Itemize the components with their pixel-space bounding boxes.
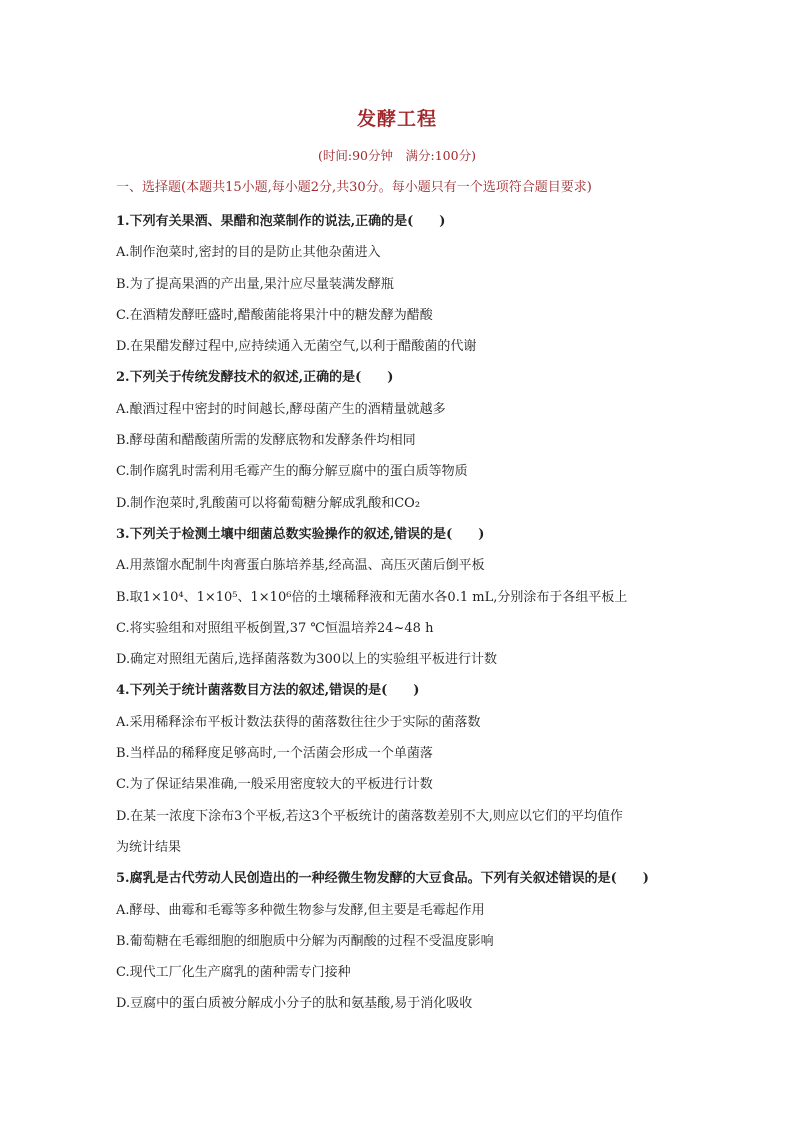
option-c: C.将实验组和对照组平板倒置,37 ℃恒温培养24~48 h bbox=[116, 620, 434, 636]
question-stem: 2.下列关于传统发酵技术的叙述,正确的是( ) bbox=[116, 370, 394, 386]
option-c: C.制作腐乳时需利用毛霉产生的酶分解豆腐中的蛋白质等物质 bbox=[116, 464, 468, 480]
question-stem: 5.腐乳是古代劳动人民创造出的一种经微生物发酵的大豆食品。下列有关叙述错误的是( ) bbox=[116, 871, 649, 887]
question-stem: 1.下列有关果酒、果醋和泡菜制作的说法,正确的是( ) bbox=[116, 214, 446, 229]
document-title: 发酵工程 bbox=[356, 108, 437, 130]
option-a: A.采用稀释涂布平板计数法获得的菌落数往往少于实际的菌落数 bbox=[116, 714, 481, 730]
option-b: B.当样品的稀释度足够高时,一个活菌会形成一个单菌落 bbox=[116, 746, 433, 762]
option-d: D.确定对照组无菌后,选择菌落数为300以上的实验组平板进行计数 bbox=[116, 652, 498, 668]
option-d: D.在果醋发酵过程中,应持续通入无菌空气,以利于醋酸菌的代谢 bbox=[116, 339, 477, 355]
option-b: B.葡萄糖在毛霉细胞的细胞质中分解为丙酮酸的过程不受温度影响 bbox=[116, 933, 494, 949]
option-a: A.制作泡菜时,密封的目的是防止其他杂菌进入 bbox=[116, 245, 381, 261]
question-list bbox=[116, 206, 696, 1020]
question-1 bbox=[116, 206, 696, 362]
question-stem: 3.下列关于检测土壤中细菌总数实验操作的叙述,错误的是( ) bbox=[116, 526, 485, 542]
option-a: A.用蒸馏水配制牛肉膏蛋白胨培养基,经高温、高压灭菌后倒平板 bbox=[116, 558, 485, 574]
option-d: D.豆腐中的蛋白质被分解成小分子的肽和氨基酸,易于消化吸收 bbox=[116, 996, 473, 1012]
question-4 bbox=[116, 675, 696, 863]
question-5 bbox=[116, 863, 696, 1019]
option-a: A.酵母、曲霉和毛霉等多种微生物参与发酵,但主要是毛霉起作用 bbox=[116, 902, 485, 918]
option-c: C.在酒精发酵旺盛时,醋酸菌能将果汁中的糖发酵为醋酸 bbox=[116, 307, 433, 323]
option-b: B.为了提高果酒的产出量,果汁应尽量装满发酵瓶 bbox=[116, 276, 394, 292]
option-d: D.制作泡菜时,乳酸菌可以将葡萄糖分解成乳酸和CO₂ bbox=[116, 495, 421, 511]
question-stem: 4.下列关于统计菌落数目方法的叙述,错误的是( ) bbox=[116, 683, 420, 699]
option-c: C.现代工厂化生产腐乳的菌种需专门接种 bbox=[116, 965, 351, 981]
option-d-continued: 为统计结果 bbox=[116, 839, 182, 855]
section-heading: 一、选择题(本题共15小题,每小题2分,共30分。每小题只有一个选项符合题目要求) bbox=[116, 180, 592, 195]
question-2 bbox=[116, 362, 696, 518]
option-d: D.在某一浓度下涂布3个平板,若这3个平板统计的菌落数差别不大,则应以它们的平均值作 bbox=[116, 808, 623, 824]
exam-info: (时间:90分钟 满分:100分) bbox=[318, 148, 476, 163]
question-3 bbox=[116, 519, 696, 675]
option-c: C.为了保证结果准确,一般采用密度较大的平板进行计数 bbox=[116, 777, 433, 793]
option-a: A.酿酒过程中密封的时间越长,酵母菌产生的酒精量就越多 bbox=[116, 401, 446, 417]
option-b: B.取1×10⁴、1×10⁵、1×10⁶倍的土壤稀释液和无菌水各0.1 mL,分别涂布于各组平板上 bbox=[116, 589, 628, 605]
option-b: B.酵母菌和醋酸菌所需的发酵底物和发酵条件均相同 bbox=[116, 433, 416, 449]
